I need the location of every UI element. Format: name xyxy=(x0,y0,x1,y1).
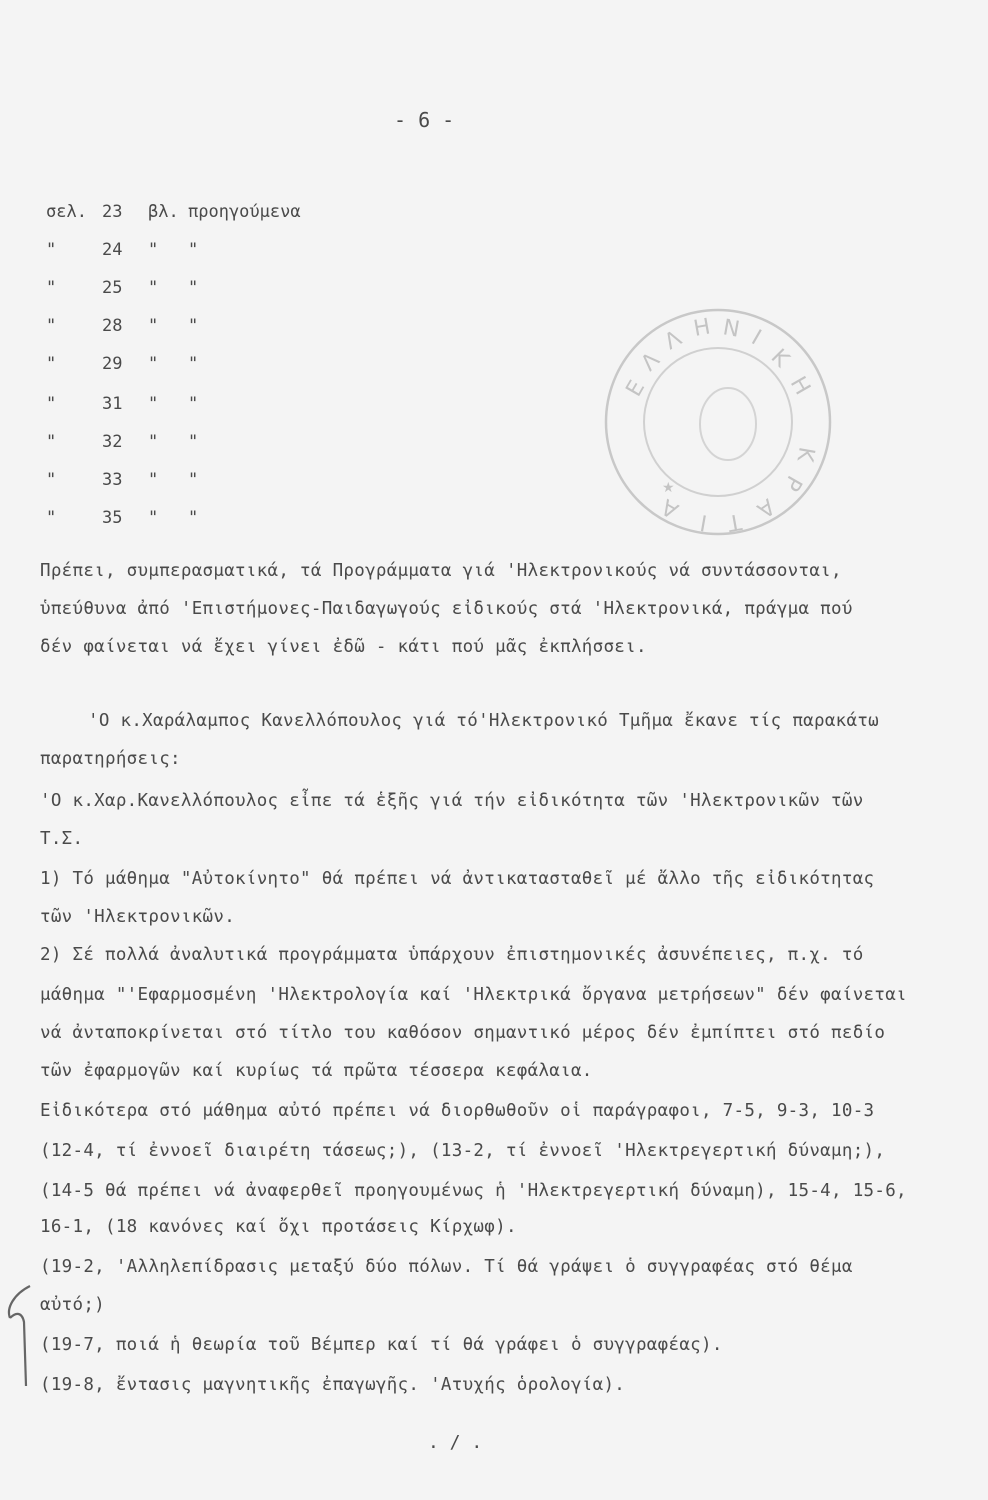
reference-cell: " xyxy=(148,394,159,414)
reference-cell: " xyxy=(148,278,159,298)
reference-cell: " xyxy=(188,354,199,374)
svg-text:Α: Α xyxy=(657,493,683,523)
item2-line: 2) Σέ πολλά ἀναλυτικά προγράμματα ὑπάρχουν ἐπιστημονικές ἀσυνέπειες, π.χ. τό xyxy=(40,945,864,965)
reference-cell: " xyxy=(46,508,57,528)
reference-cell: 35 xyxy=(102,508,123,528)
svg-text:★: ★ xyxy=(662,480,675,496)
svg-text:Ι: Ι xyxy=(747,325,766,351)
reference-cell: " xyxy=(188,278,199,298)
item2-line: νά ἀνταποκρίνεται στό τίτλο του καθόσον σημαντικό μέρος δέν ἐμπίπτει στό πεδίο xyxy=(40,1023,886,1043)
continuation-mark: . / . xyxy=(428,1432,483,1453)
reference-cell: " xyxy=(188,394,199,414)
reference-cell: 28 xyxy=(102,316,123,336)
reference-cell: " xyxy=(148,240,159,260)
item2-line: (12-4, τί ἐννοεῖ διαιρέτη τάσεως;), (13-2, τί ἐννοεῖ 'Ηλεκτρεγερτική δύναμη;), xyxy=(40,1141,886,1161)
svg-text:Η: Η xyxy=(691,314,713,342)
reference-cell: " xyxy=(148,470,159,490)
reference-cell: 29 xyxy=(102,354,123,374)
reference-cell: " xyxy=(188,432,199,452)
reference-cell: " xyxy=(148,432,159,452)
paragraph1-line: Πρέπει, συμπερασματικά, τά Προγράμματα γιά 'Ηλεκτρονικούς νά συντάσσονται, xyxy=(40,561,842,581)
official-stamp xyxy=(600,306,836,538)
paragraph1-line: ὑπεύθυνα ἀπό 'Επιστήμονες-Παιδαγωγούς εἰδικούς στά 'Ηλεκτρονικά, πράγμα πού xyxy=(40,599,853,619)
item2-line: (19-2, 'Αλληλεπίδρασις μεταξύ δύο πόλων. Τί θά γράψει ὁ συγγραφέας στό θέμα xyxy=(40,1257,853,1277)
item1-line: τῶν 'Ηλεκτρονικῶν. xyxy=(40,907,236,927)
reference-cell: " xyxy=(148,508,159,528)
paragraph3-line: Τ.Σ. xyxy=(40,829,84,849)
item2-line: (19-8, ἔντασις μαγνητικῆς ἐπαγωγῆς. 'Ατυχής ὁρολογία). xyxy=(40,1375,626,1395)
svg-text:Λ: Λ xyxy=(636,347,665,377)
item2-line: τῶν ἐφαρμογῶν καί κυρίως τά πρῶτα τέσσερα κεφάλαια. xyxy=(40,1061,593,1081)
reference-cell: 23 xyxy=(102,202,123,222)
reference-cell: " xyxy=(46,240,57,260)
reference-cell: " xyxy=(148,354,159,374)
reference-cell: 24 xyxy=(102,240,123,260)
page-number: - 6 - xyxy=(394,108,455,132)
paragraph2-line: 'Ο κ.Χαράλαμπος Κανελλόπουλος γιά τό'Ηλεκτρονικό Τμῆμα ἔκανε τίς παρακάτω xyxy=(88,711,880,731)
reference-cell: " xyxy=(46,470,57,490)
reference-cell: " xyxy=(46,394,57,414)
reference-cell: " xyxy=(188,316,199,336)
reference-cell: " xyxy=(46,432,57,452)
item1-line: 1) Τό μάθημα "Αὐτοκίνητο" θά πρέπει νά ἀντικατασταθεῖ μέ ἄλλο τῆς εἰδικότητας xyxy=(40,869,875,889)
reference-cell: 25 xyxy=(102,278,123,298)
item2-line: αὐτό;) xyxy=(40,1295,106,1315)
paragraph2-line: παρατηρήσεις: xyxy=(40,749,181,769)
reference-cell: βλ. xyxy=(148,202,179,222)
reference-cell: " xyxy=(46,278,57,298)
paragraph3-line: 'Ο κ.Χαρ.Κανελλόπουλος εἶπε τά ἑξῆς γιά τήν εἰδικότητα τῶν 'Ηλεκτρονικῶν τῶν xyxy=(40,791,864,811)
svg-text:Α: Α xyxy=(752,493,779,523)
handwritten-margin-mark xyxy=(0,1282,40,1392)
reference-cell: " xyxy=(46,316,57,336)
paragraph1-line: δέν φαίνεται νά ἔχει γίνει ἐδῶ - κάτι πού μᾶς ἐκπλήσσει. xyxy=(40,637,647,657)
svg-text:Λ: Λ xyxy=(660,326,687,356)
reference-cell: " xyxy=(188,470,199,490)
reference-cell: " xyxy=(46,354,57,374)
reference-cell: 33 xyxy=(102,470,123,490)
item2-line: 16-1, (18 κανόνες καί ὄχι προτάσεις Κίρχωφ). xyxy=(40,1217,517,1237)
svg-text:Κ: Κ xyxy=(791,444,819,464)
svg-text:Ε: Ε xyxy=(621,376,651,401)
svg-text:Η: Η xyxy=(784,372,815,400)
item2-line: (14-5 θά πρέπει νά ἀναφερθεῖ προηγουμένως ἡ 'Ηλεκτρεγερτική δύναμη), 15-4, 15-6, xyxy=(40,1181,907,1201)
reference-cell: 32 xyxy=(102,432,123,452)
item2-line: (19-7, ποιά ἡ θεωρία τοῦ Βέμπερ καί τί θά γράφει ὁ συγγραφέας). xyxy=(40,1335,723,1355)
reference-cell: " xyxy=(148,316,159,336)
reference-cell: " xyxy=(188,240,199,260)
item2-line: μάθημα "'Εφαρμοσμένη 'Ηλεκτρολογία καί 'Ηλεκτρικά ὄργανα μετρήσεων" δέν φαίνεται xyxy=(40,985,907,1005)
reference-cell: σελ. xyxy=(46,202,87,222)
reference-cell: 31 xyxy=(102,394,123,414)
reference-cell: προηγούμενα xyxy=(188,202,301,222)
svg-text:Ρ: Ρ xyxy=(778,471,807,496)
svg-text:Τ: Τ xyxy=(725,508,744,536)
reference-cell: " xyxy=(188,508,199,528)
svg-text:Ι: Ι xyxy=(698,508,710,535)
item2-line: Εἰδικότερα στό μάθημα αὐτό πρέπει νά διορθωθοῦν οἱ παράγραφοι, 7-5, 9-3, 10-3 xyxy=(40,1101,875,1121)
svg-text:Κ: Κ xyxy=(765,344,794,373)
svg-text:Ν: Ν xyxy=(720,315,742,343)
